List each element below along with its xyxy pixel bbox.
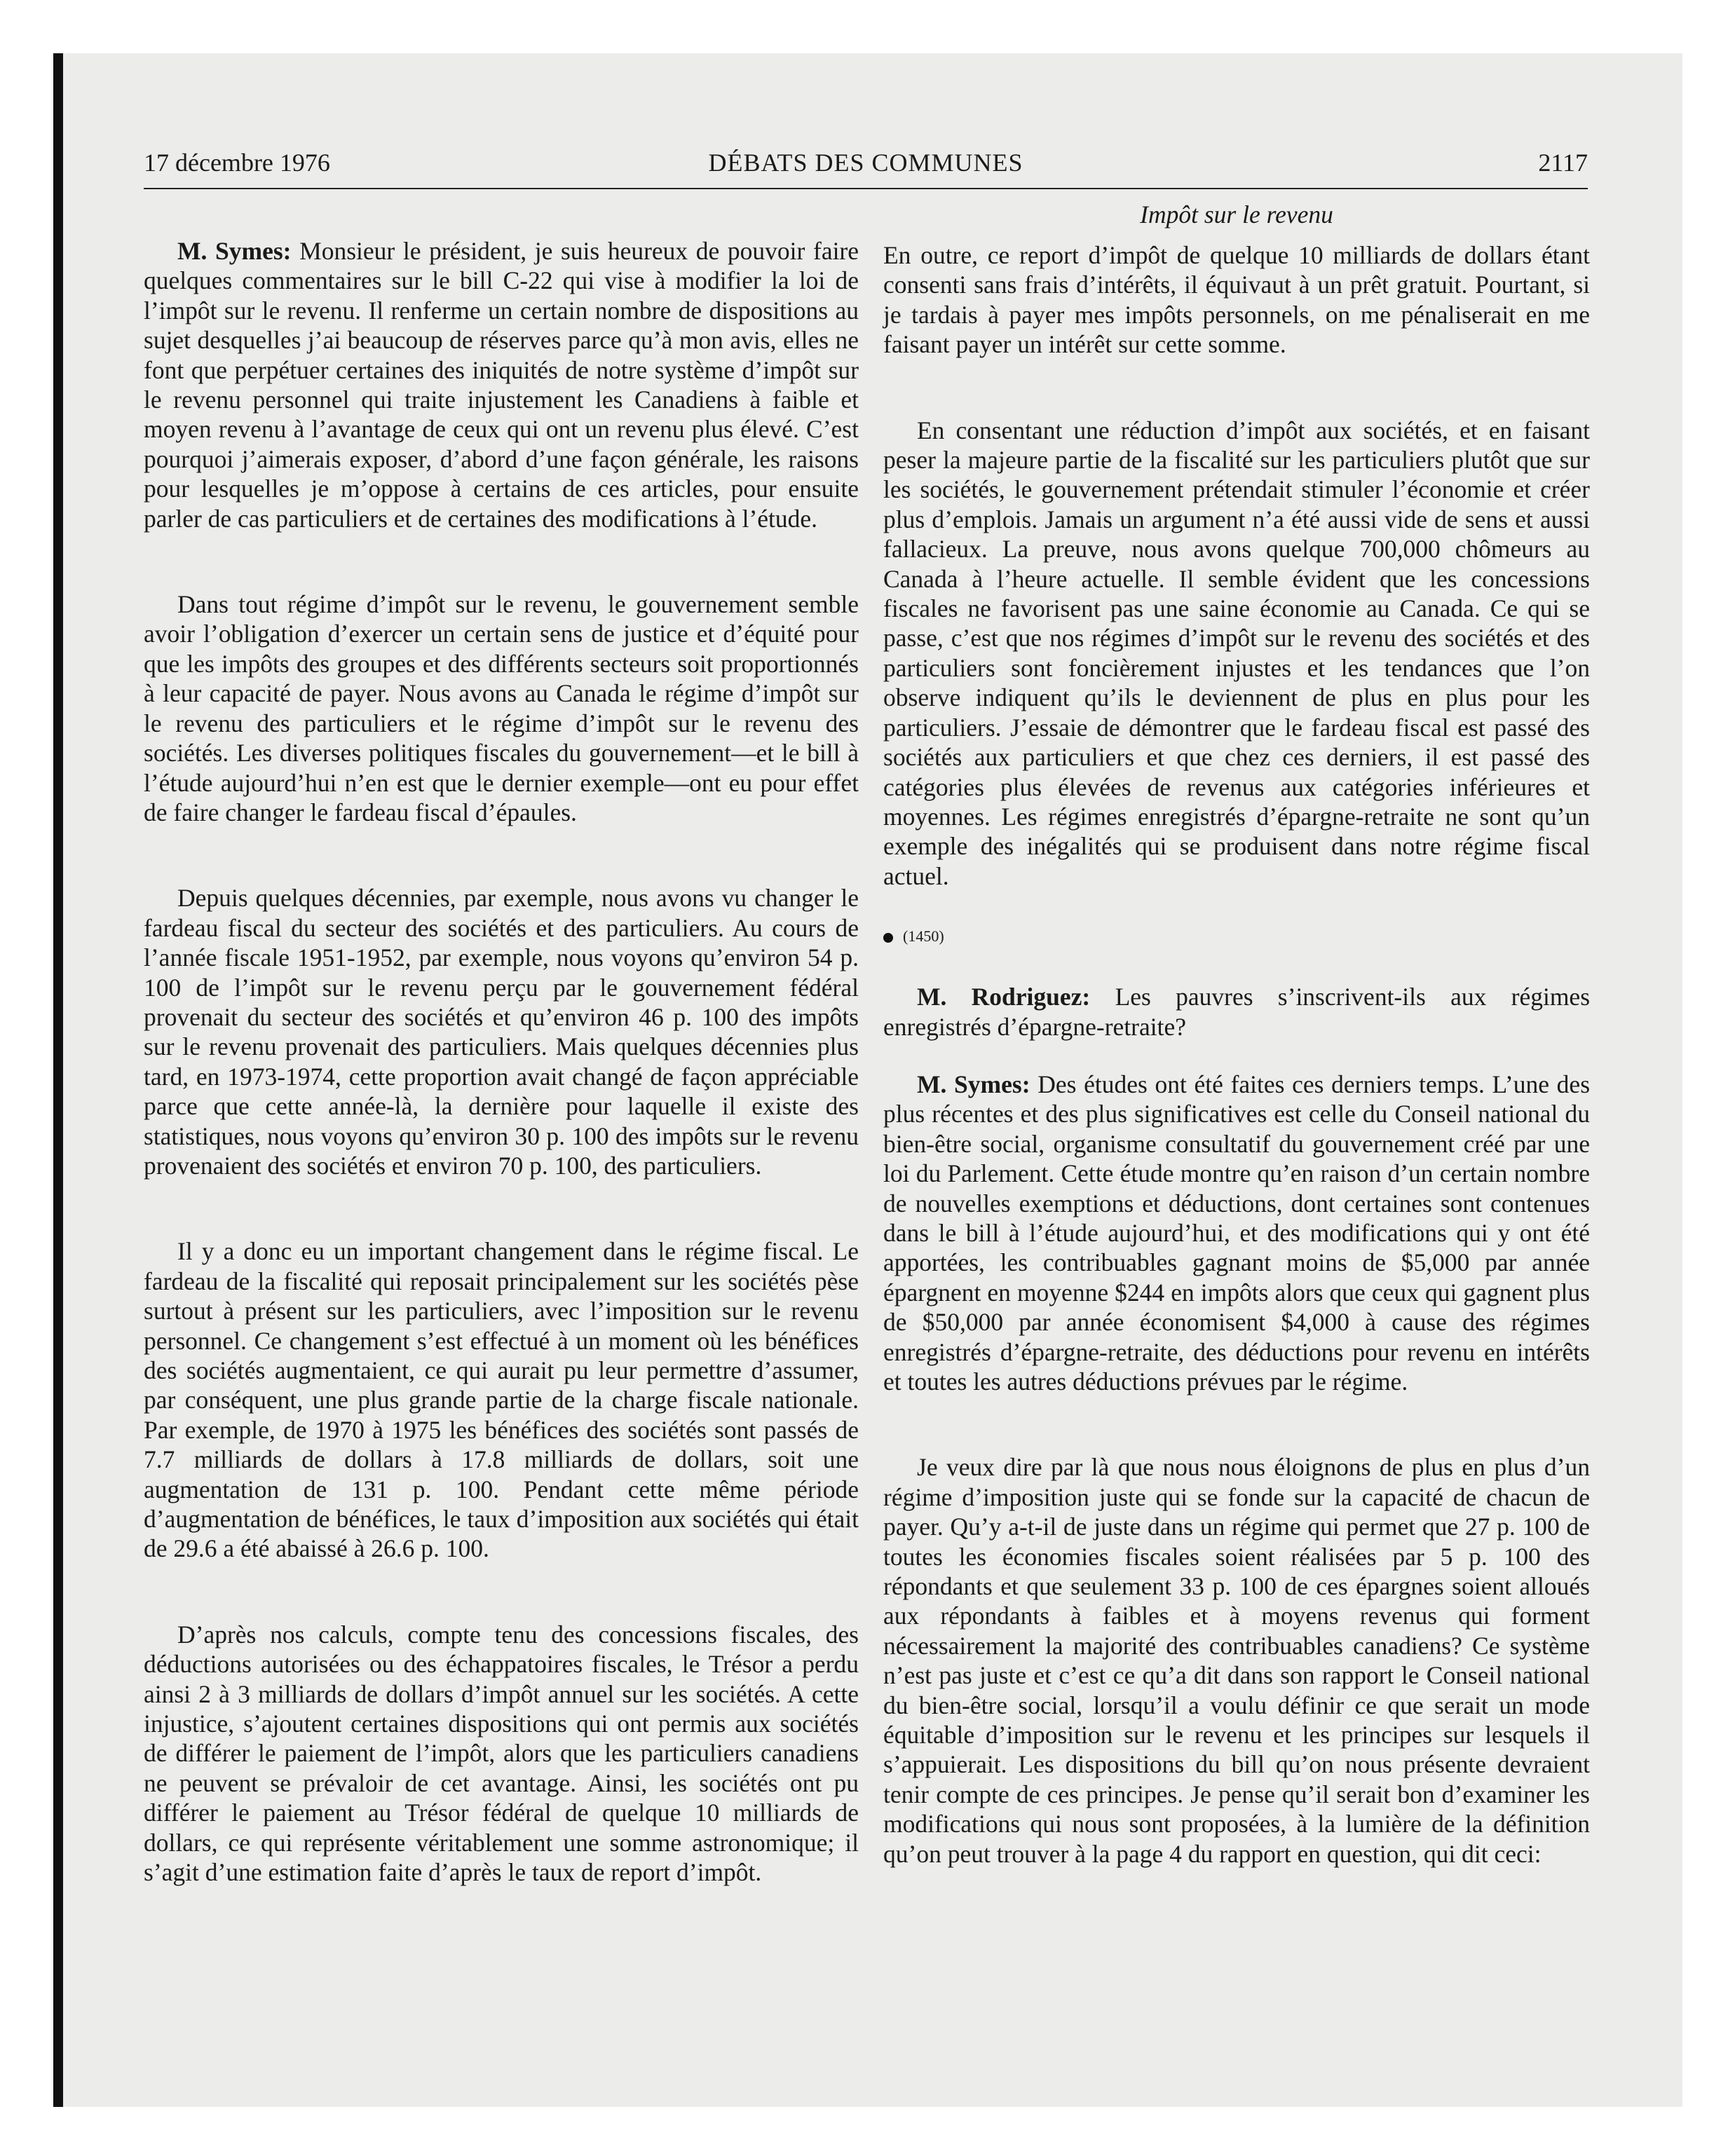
paragraph: D’après nos calculs, compte tenu des concessions fiscales, des déductions autorisées ou des échappatoires fiscales, le Trésor a perdu ainsi 2 à 3 milliards de dollars d’impôt annuel sur les sociétés. A cette injustice, s’ajoutent certaines dispositions qui ont permis aux sociétés de différer le paiement de l’impôt, alors que les particuliers canadiens ne peuvent se prévaloir de cet avantage. Ainsi, les sociétés ont pu différer le paiement au Trésor fédéral de quelque 10 milliards de dollars, ce qui représente véritablement une somme astronomique; il s’agit d’une estimation faite d’après le taux de report d’impôt. <box>144 1620 859 1887</box>
paragraph: Dans tout régime d’impôt sur le revenu, le gouvernement semble avoir l’obligation d’exercer un certain sens de justice et d’équité pour que les impôts des groupes et des différents secteurs soit proportionnés à leur capacité de payer. Nous avons au Canada le régime d’impôt sur le revenu des particuliers et le régime d’impôt sur le revenu des sociétés. Les diverses politiques fiscales du gouvernement—et le bill à l’étude aujourd’hui n’en est que le dernier exemple—ont eu pour effet de faire changer le fardeau fiscal d’épaules. <box>144 590 859 826</box>
paragraph: Il y a donc eu un important changement dans le régime fiscal. Le fardeau de la fiscalité qui reposait principalement sur les sociétés pèse surtout à présent sur les particuliers, avec l’imposition sur le revenu personnel. Ce changement s’est effectué à un moment où les bénéfices des sociétés augmentaient, ce qui aurait pu leur permettre d’assumer, par conséquent, une plus grande partie de la charge fiscale nationale. Par exemple, de 1970 à 1975 les bénéfices des sociétés sont passés de 7.7 milliards de dollars à 17.8 milliards de dollars, soit une augmentation de 131 p. 100. Pendant cette même période d’augmentation de bénéfices, le taux d’imposition aux sociétés qui était de 29.6 a été abaissé à 26.6 p. 100. <box>144 1237 859 1563</box>
paragraph-text: Des études ont été faites ces derniers temps. L’une des plus récentes et des plus significatives est celle du Conseil national du bien-être social, organisme consultatif du gouvernement créé par une loi du Parlement. Cette étude montre qu’en raison d’un certain nombre de nouvelles exemptions et déductions, dont certaines sont contenues dans le bill à l’étude aujourd’hui, et des modifications qui y ont été apportées, les contribuables gagnant moins de $5,000 par année épargnent en moyenne $244 en impôts alors que ceux qui gagnent plus de $50,000 par année économisent $4,000 à cause des régimes enregistrés d’épargne-retraite, des déductions pour revenu en intérêts et toutes les autres déductions prévues par le régime. <box>883 1070 1591 1396</box>
bullet-icon <box>883 933 893 943</box>
header-date: 17 décembre 1976 <box>144 149 330 177</box>
paragraph-text: Monsieur le président, je suis heureux de pouvoir faire quelques commentaires sur le bill C-22 qui vise à modifier la loi de l’impôt sur le revenu. Il renferme un certain nombre de dispositions au sujet desquelles j’ai beaucoup de réserves parce qu’à mon avis, elles ne font que perpétuer certaines des iniquités de notre système d’impôt sur le revenu personnel qui traite injustement les Canadiens à faible et moyen revenu à l’avantage de ceux qui ont un revenu plus élevé. C’est pourquoi j’aimerais exposer, d’abord d’une façon générale, les raisons pour lesquelles je m’oppose à certains de ces articles, pour ensuite parler de cas particuliers et de certaines des modifications à l’étude. <box>144 237 859 533</box>
time-stamp <box>883 926 1590 947</box>
page-number: 2117 <box>1538 149 1588 177</box>
paragraph: En outre, ce report d’impôt de quelque 10 milliards de dollars étant consenti sans frais d’intérêts, il équivaut à un prêt gratuit. Pourtant, si je tardais à payer mes impôts personnels, on me pénaliserait en me faisant payer un intérêt sur cette somme. <box>883 241 1590 359</box>
paragraph: En consentant une réduction d’impôt aux sociétés, et en faisant peser la majeure partie de la fiscalité sur les particuliers plutôt que sur les sociétés, le gouvernement prétendait stimuler l’économie et créer plus d’emplois. Jamais un argument n’a été aussi vide de sens et aussi fallacieux. La preuve, nous avons quelque 700,000 chômeurs au Canada à l’heure actuelle. Il semble évident que les concessions fiscales ne favorisent pas une saine économie au Canada. Ce qui se passe, c’est que nos régimes d’impôt sur le revenu des sociétés et des particuliers sont foncièrement injustes et les tendances que l’on observe indiquent qu’ils le deviennent de plus en plus pour les particuliers. J’essaie de démontrer que le fardeau fiscal est passé des sociétés aux particuliers et que chez ces derniers, il est passé des catégories plus élevées de revenus aux catégories inférieures et moyennes. Les régimes enregistrés d’épargne-retraite ne sont qu’un exemple des inégalités qui se produisent dans notre régime fiscal actuel. <box>883 416 1590 890</box>
paragraph <box>883 982 1590 1042</box>
paragraph <box>144 236 859 533</box>
running-head: Impôt sur le revenu <box>1140 200 1333 228</box>
paragraph <box>883 1070 1590 1396</box>
speaker-name: M. Rodriguez: <box>917 983 1091 1011</box>
page-header <box>144 146 1588 189</box>
time-stamp-text: (1450) <box>903 927 944 946</box>
paragraph: Je veux dire par là que nous nous éloignons de plus en plus d’un régime d’imposition juste qui se fonde sur la capacité de chacun de payer. Qu’y a-t-il de juste dans un régime qui permet que 27 p. 100 de toutes les économies fiscales soient réalisées par 5 p. 100 des répondants et que seulement 33 p. 100 de ces épargnes soient alloués aux répondants à faibles et à moyens revenus qui forment nécessairement la majorité des contribuables canadiens? Ce système n’est pas juste et c’est ce qu’a dit dans son rapport le Conseil national du bien-être social, lorsqu’il a voulu définir ce que serait un mode équitable d’imposition sur le revenu et les principes sur lesquels il s’appuierait. Les dispositions du bill qu’on nous présente devraient tenir compte de ces principes. Je pense qu’il serait bon d’examiner les modifications qui nous sont proposées, à la lumière de la définition qu’on peut trouver à la page 4 du rapport en question, qui dit ceci: <box>883 1453 1590 1868</box>
right-column <box>883 200 1590 1869</box>
header-title: DÉBATS DES COMMUNES <box>708 149 1023 177</box>
paragraph-text: Les pauvres s’inscrivent-ils aux régimes enregistrés d’épargne-retraite? <box>883 983 1591 1041</box>
speaker-name: M. Symes: <box>917 1070 1030 1098</box>
paragraph: Depuis quelques décennies, par exemple, nous avons vu changer le fardeau fiscal du secteur des sociétés et des particuliers. Au cours de l’année fiscale 1951-1952, par exemple, nous voyons qu’environ 54 p. 100 de l’impôt sur le revenu perçu par le gouvernement fédéral provenait du secteur des sociétés et qu’environ 46 p. 100 des impôts sur le revenu provenait des particuliers. Mais quelques décennies plus tard, en 1973-1974, cette proportion avait changé de façon appréciable parce que cette année-là, la dernière pour laquelle il existe des statistiques, nous voyons qu’environ 30 p. 100 des impôts sur le revenu provenaient des sociétés et environ 70 p. 100, des particuliers. <box>144 884 859 1180</box>
speaker-name: M. Symes: <box>177 237 292 265</box>
left-column <box>144 200 859 1888</box>
